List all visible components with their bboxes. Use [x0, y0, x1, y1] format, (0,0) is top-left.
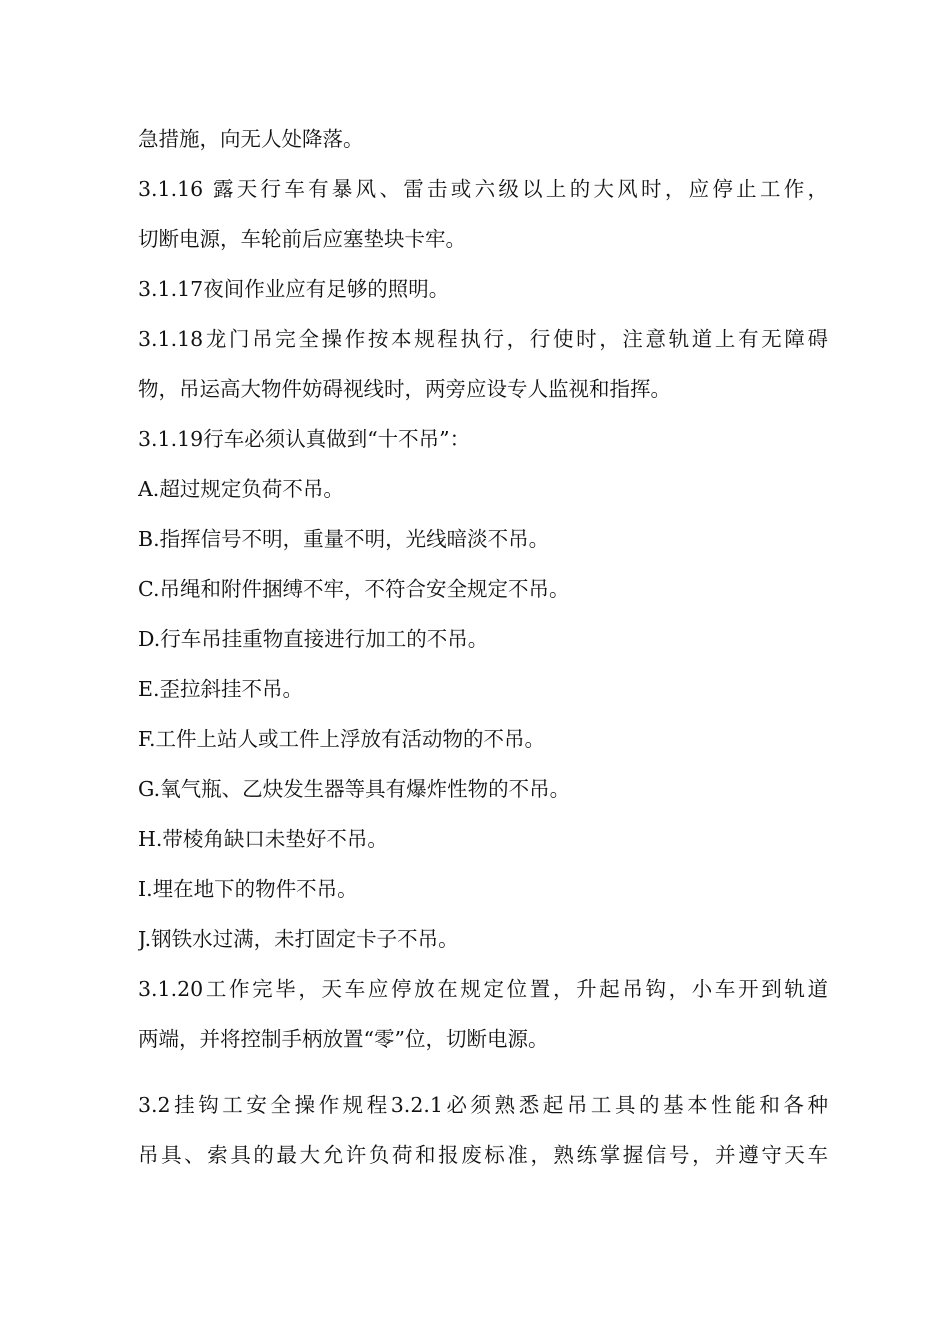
- text-line: 3.2挂钩工安全操作规程3.2.1必须熟悉起吊工具的基本性能和各种: [138, 1093, 828, 1117]
- text-line: 两端，并将控制手柄放置“零”位，切断电源。: [138, 1027, 549, 1051]
- text-line: G.氧气瓶、乙炔发生器等具有爆炸性物的不吊。: [138, 777, 571, 801]
- text-line: 吊具、索具的最大允许负荷和报废标准，熟练掌握信号，并遵守天车: [138, 1143, 828, 1167]
- text-line: 急措施，向无人处降落。: [138, 127, 364, 151]
- text-line: A.超过规定负荷不吊。: [138, 477, 344, 501]
- text-line: H.带棱角缺口未垫好不吊。: [138, 827, 388, 851]
- text-line: 3.1.19行车必须认真做到“十不吊”：: [138, 427, 471, 451]
- text-line: F.工件上站人或工件上浮放有活动物的不吊。: [138, 727, 546, 751]
- text-line: E.歪拉斜挂不吊。: [138, 677, 303, 701]
- text-line: 3.1.20工作完毕，天车应停放在规定位置，升起吊钩，小车开到轨道: [138, 977, 828, 1001]
- paragraph-gap: [138, 1064, 828, 1080]
- text-line: 3.1.17夜间作业应有足够的照明。: [138, 277, 450, 301]
- text-line: C.吊绳和附件捆缚不牢，不符合安全规定不吊。: [138, 577, 570, 601]
- text-line: B.指挥信号不明，重量不明，光线暗淡不吊。: [138, 527, 550, 551]
- text-line: 物，吊运高大物件妨碍视线时，两旁应设专人监视和指挥。: [138, 377, 671, 401]
- text-line: 切断电源，车轮前后应塞垫块卡牢。: [138, 227, 466, 251]
- text-line: D.行车吊挂重物直接进行加工的不吊。: [138, 627, 489, 651]
- text-line: I.埋在地下的物件不吊。: [138, 877, 358, 901]
- body-text: [138, 114, 828, 1180]
- text-line: 3.1.18龙门吊完全操作按本规程执行，行使时，注意轨道上有无障碍: [138, 327, 828, 351]
- text-line: 3.1.16 露天行车有暴风、雷击或六级以上的大风时，应停止工作，: [138, 177, 828, 201]
- text-line: J.钢铁水过满，未打固定卡子不吊。: [138, 927, 459, 951]
